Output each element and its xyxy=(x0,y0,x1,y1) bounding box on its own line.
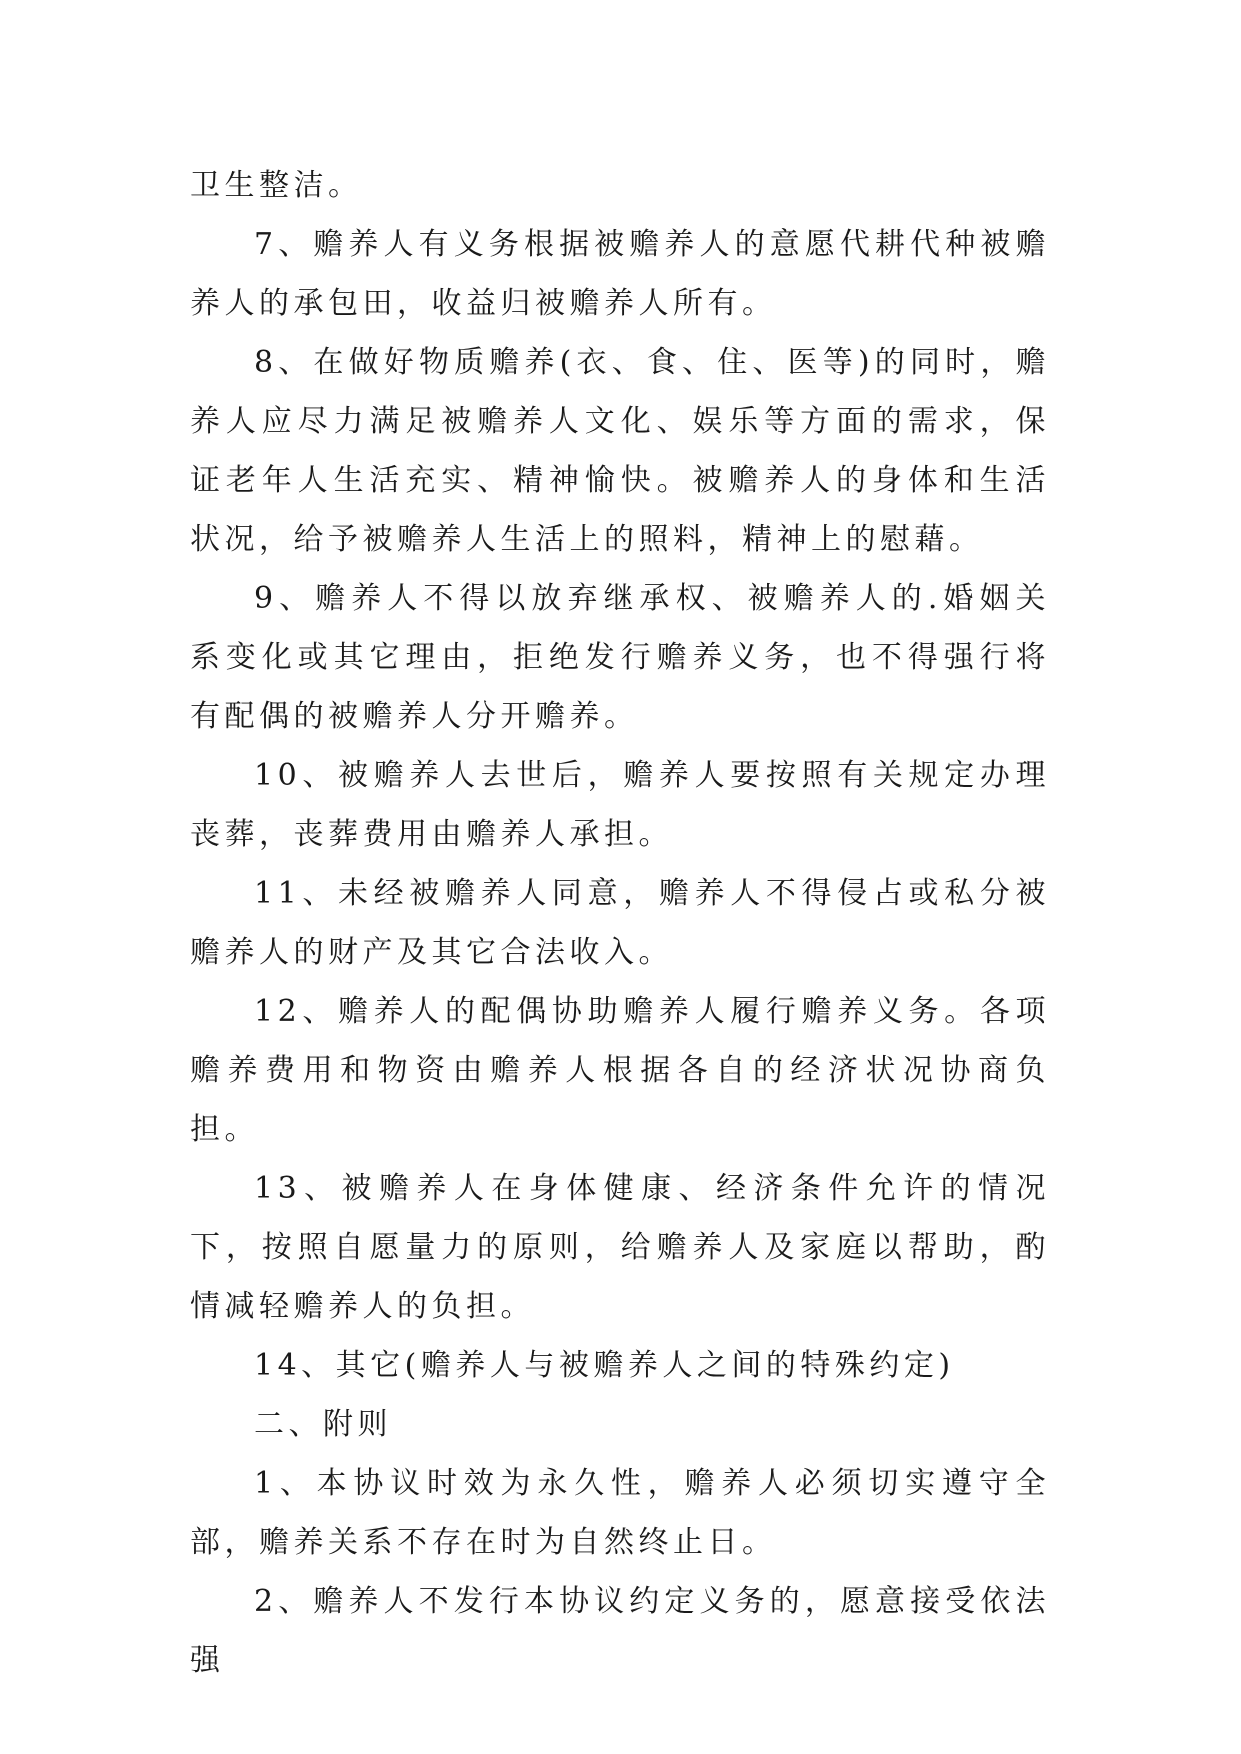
paragraph-clause-13: 13、被赡养人在身体健康、经济条件允许的情况下，按照自愿量力的原则，给赡养人及家庭以帮助，酌情减轻赡养人的负担。 xyxy=(190,1171,1050,1324)
section-heading-supplementary: 二、附则 xyxy=(254,1407,392,1442)
paragraph-clause-11: 11、未经被赡养人同意，赡养人不得侵占或私分被赡养人的财产及其它合法收入。 xyxy=(190,876,1050,970)
document-page xyxy=(190,156,1050,1690)
paragraph-supplementary-2: 2、赡养人不发行本协议约定义务的，愿意接受依法强 xyxy=(190,1584,1050,1678)
paragraph-supplementary-1: 1、本协议时效为永久性，赡养人必须切实遵守全部，赡养关系不存在时为自然终止日。 xyxy=(190,1466,1050,1560)
paragraph-clause-8: 8、在做好物质赡养(衣、食、住、医等)的同时，赡养人应尽力满足被赡养人文化、娱乐等方面的需求，保证老年人生活充实、精神愉快。被赡养人的身体和生活状况，给予被赡养人生活上的照料，精神上的慰藉。 xyxy=(190,345,1050,557)
paragraph-clause-10: 10、被赡养人去世后，赡养人要按照有关规定办理丧葬，丧葬费用由赡养人承担。 xyxy=(190,758,1050,852)
paragraph-continuation: 卫生整洁。 xyxy=(190,168,363,203)
paragraph-clause-12: 12、赡养人的配偶协助赡养人履行赡养义务。各项赡养费用和物资由赡养人根据各自的经济状况协商负担。 xyxy=(190,994,1050,1147)
paragraph-clause-9: 9、赡养人不得以放弃继承权、被赡养人的.婚姻关系变化或其它理由，拒绝发行赡养义务，也不得强行将有配偶的被赡养人分开赡养。 xyxy=(190,581,1050,734)
paragraph-clause-7: 7、赡养人有义务根据被赡养人的意愿代耕代种被赡养人的承包田，收益归被赡养人所有。 xyxy=(190,227,1050,321)
paragraph-clause-14: 14、其它(赡养人与被赡养人之间的特殊约定) xyxy=(254,1348,955,1383)
